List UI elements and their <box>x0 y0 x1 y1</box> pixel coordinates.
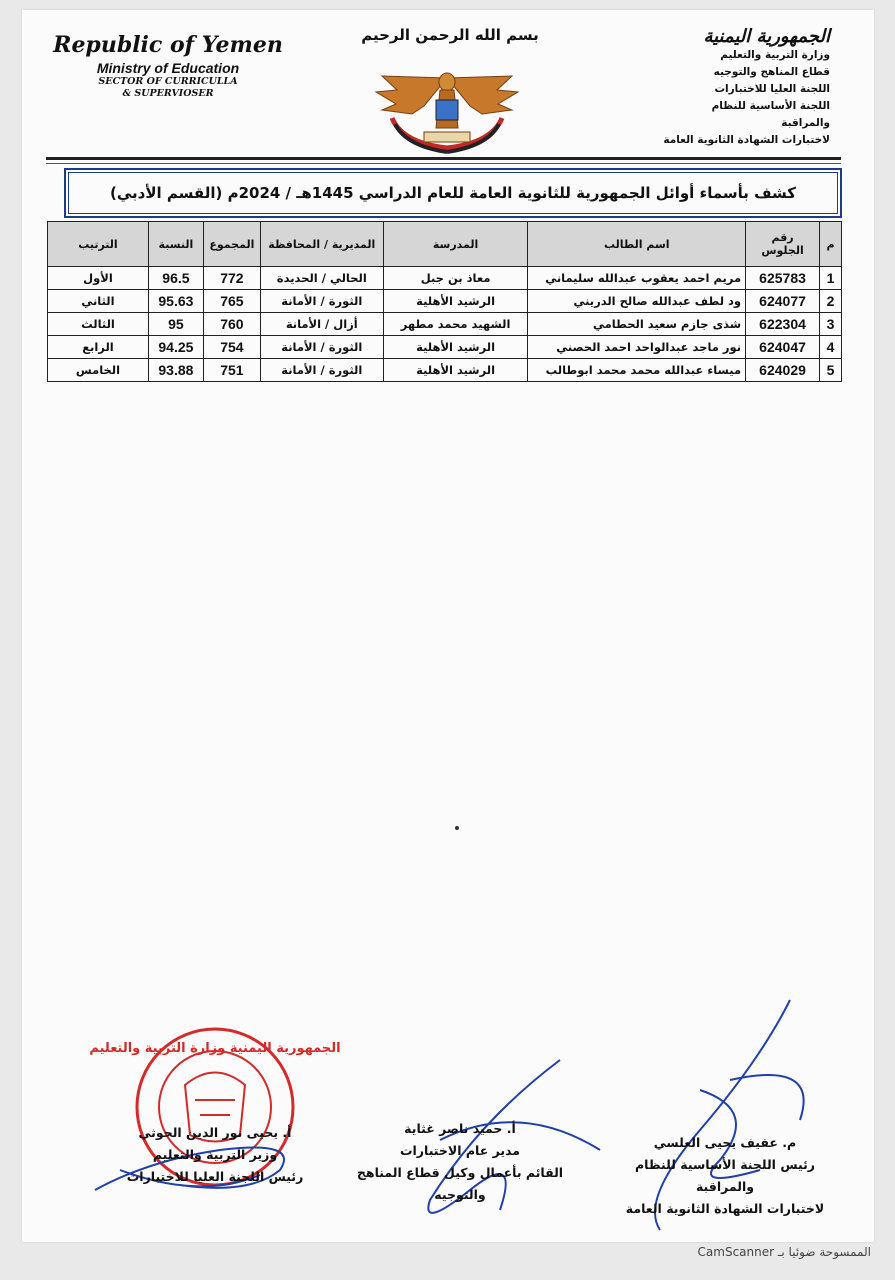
document-title: كشف بأسماء أوائل الجمهورية للثانوية العامة للعام الدراسي 1445هـ / 2024م (القسم الأدبي) <box>110 184 796 202</box>
yemen-emblem-icon <box>362 48 532 156</box>
col-header-district: المديرية / المحافظة <box>260 222 383 267</box>
table-header-row <box>48 222 842 267</box>
document-title-box <box>64 168 842 218</box>
republic-name-arabic: الجمهورية اليمنية <box>703 26 830 47</box>
cell-school: الرشيد الأهلية <box>383 290 528 313</box>
stamp-text: الجمهورية اليمنية وزارة التربية والتعليم <box>89 1041 341 1056</box>
table-row <box>48 336 842 359</box>
signatory-title: وزير التربية والتعليم <box>152 1147 278 1162</box>
signatory-title: لاختبارات الشهادة الثانوية العامة <box>625 1201 825 1216</box>
cell-student-name: ميساء عبدالله محمد محمد ابوطالب <box>528 359 746 382</box>
cell-rank: الثالث <box>48 313 149 336</box>
cell-total: 760 <box>203 313 260 336</box>
cell-percent: 96.5 <box>148 267 203 290</box>
signatory-title: القائم بأعمال وكيل قطاع المناهج والتوجيه <box>356 1165 564 1202</box>
signature-block-middle <box>345 1118 575 1206</box>
cell-index: 4 <box>820 336 842 359</box>
cell-seat: 624047 <box>746 336 820 359</box>
signature-block-left <box>110 1122 320 1188</box>
header-left <box>48 32 288 100</box>
col-header-school: المدرسة <box>383 222 528 267</box>
signatory-name: أ. حميد ناصر غثاية <box>404 1121 516 1136</box>
ministry-name-arabic: وزارة التربية والتعليم <box>720 49 830 61</box>
cell-school: الرشيد الأهلية <box>383 359 528 382</box>
cell-rank: الثاني <box>48 290 149 313</box>
cell-percent: 95 <box>148 313 203 336</box>
header-divider-thick <box>46 157 841 160</box>
signature-block-right <box>620 1132 830 1220</box>
signatory-title: مدير عام الاختبارات <box>399 1143 521 1158</box>
cell-school: معاذ بن جبل <box>383 267 528 290</box>
sector-name-arabic: قطاع المناهج والتوجيه <box>713 66 830 78</box>
cell-percent: 94.25 <box>148 336 203 359</box>
cell-index: 3 <box>820 313 842 336</box>
cell-district: الحالي / الحديدة <box>260 267 383 290</box>
cell-school: الرشيد الأهلية <box>383 336 528 359</box>
ministry-name: Ministry of Education <box>96 60 240 76</box>
signatory-title: رئيس اللجنة الأساسية للنظام والمراقبة <box>635 1157 815 1194</box>
cell-rank: الأول <box>48 267 149 290</box>
signatory-title: رئيس اللجنة العليا للاختبارات <box>126 1169 304 1184</box>
col-header-seat: رقم الجلوس <box>746 222 820 267</box>
cell-percent: 95.63 <box>148 290 203 313</box>
cell-percent: 93.88 <box>148 359 203 382</box>
col-header-percent: النسبة <box>148 222 203 267</box>
camscanner-watermark: الممسوحة ضوئيا بـ CamScanner <box>697 1245 871 1259</box>
cell-total: 754 <box>203 336 260 359</box>
cell-index: 2 <box>820 290 842 313</box>
cell-school: الشهيد محمد مطهر <box>383 313 528 336</box>
country-name: Republic of Yemen <box>53 32 283 58</box>
committee-line-2: اللجنة الأساسية للنظام والمراقبة <box>711 100 830 129</box>
sector-line-2: & SUPERVIOSER <box>122 88 214 99</box>
cell-seat: 622304 <box>746 313 820 336</box>
cell-seat: 625783 <box>746 267 820 290</box>
table-row <box>48 290 842 313</box>
cell-total: 772 <box>203 267 260 290</box>
cell-district: أزال / الأمانة <box>260 313 383 336</box>
cell-total: 751 <box>203 359 260 382</box>
cell-student-name: نور ماجد عبدالواحد احمد الحصني <box>528 336 746 359</box>
signatory-name: م. عفيف يحيى العلسي <box>653 1135 797 1150</box>
col-header-total: المجموع <box>203 222 260 267</box>
cell-student-name: ود لطف عبدالله صالح الدريني <box>528 290 746 313</box>
cell-total: 765 <box>203 290 260 313</box>
col-header-name: اسم الطالب <box>528 222 746 267</box>
col-header-rank: الترتيب <box>48 222 149 267</box>
cell-seat: 624077 <box>746 290 820 313</box>
committee-line-3: لاختبارات الشهادة الثانوية العامة <box>663 134 830 146</box>
cell-student-name: شذى جازم سعيد الحطامي <box>528 313 746 336</box>
cell-district: الثورة / الأمانة <box>260 336 383 359</box>
cell-district: الثورة / الأمانة <box>260 290 383 313</box>
scan-speck <box>455 826 459 830</box>
committee-line-1: اللجنة العليا للاختبارات <box>714 83 830 95</box>
cell-index: 1 <box>820 267 842 290</box>
results-table <box>47 221 842 382</box>
cell-seat: 624029 <box>746 359 820 382</box>
signatory-name: أ. يحيى نور الدين الحوثي <box>138 1125 292 1140</box>
cell-rank: الرابع <box>48 336 149 359</box>
header-divider-thin <box>46 163 841 164</box>
table-row <box>48 359 842 382</box>
header-right <box>660 28 830 149</box>
cell-student-name: مريم احمد يعقوب عبدالله سليماني <box>528 267 746 290</box>
col-header-index: م <box>820 222 842 267</box>
table-row <box>48 267 842 290</box>
cell-rank: الخامس <box>48 359 149 382</box>
cell-district: الثورة / الأمانة <box>260 359 383 382</box>
cell-index: 5 <box>820 359 842 382</box>
basmala: بسم الله الرحمن الرحيم <box>361 26 539 44</box>
table-row <box>48 313 842 336</box>
sector-line-1: SECTOR OF CURRICULLA <box>98 76 238 87</box>
